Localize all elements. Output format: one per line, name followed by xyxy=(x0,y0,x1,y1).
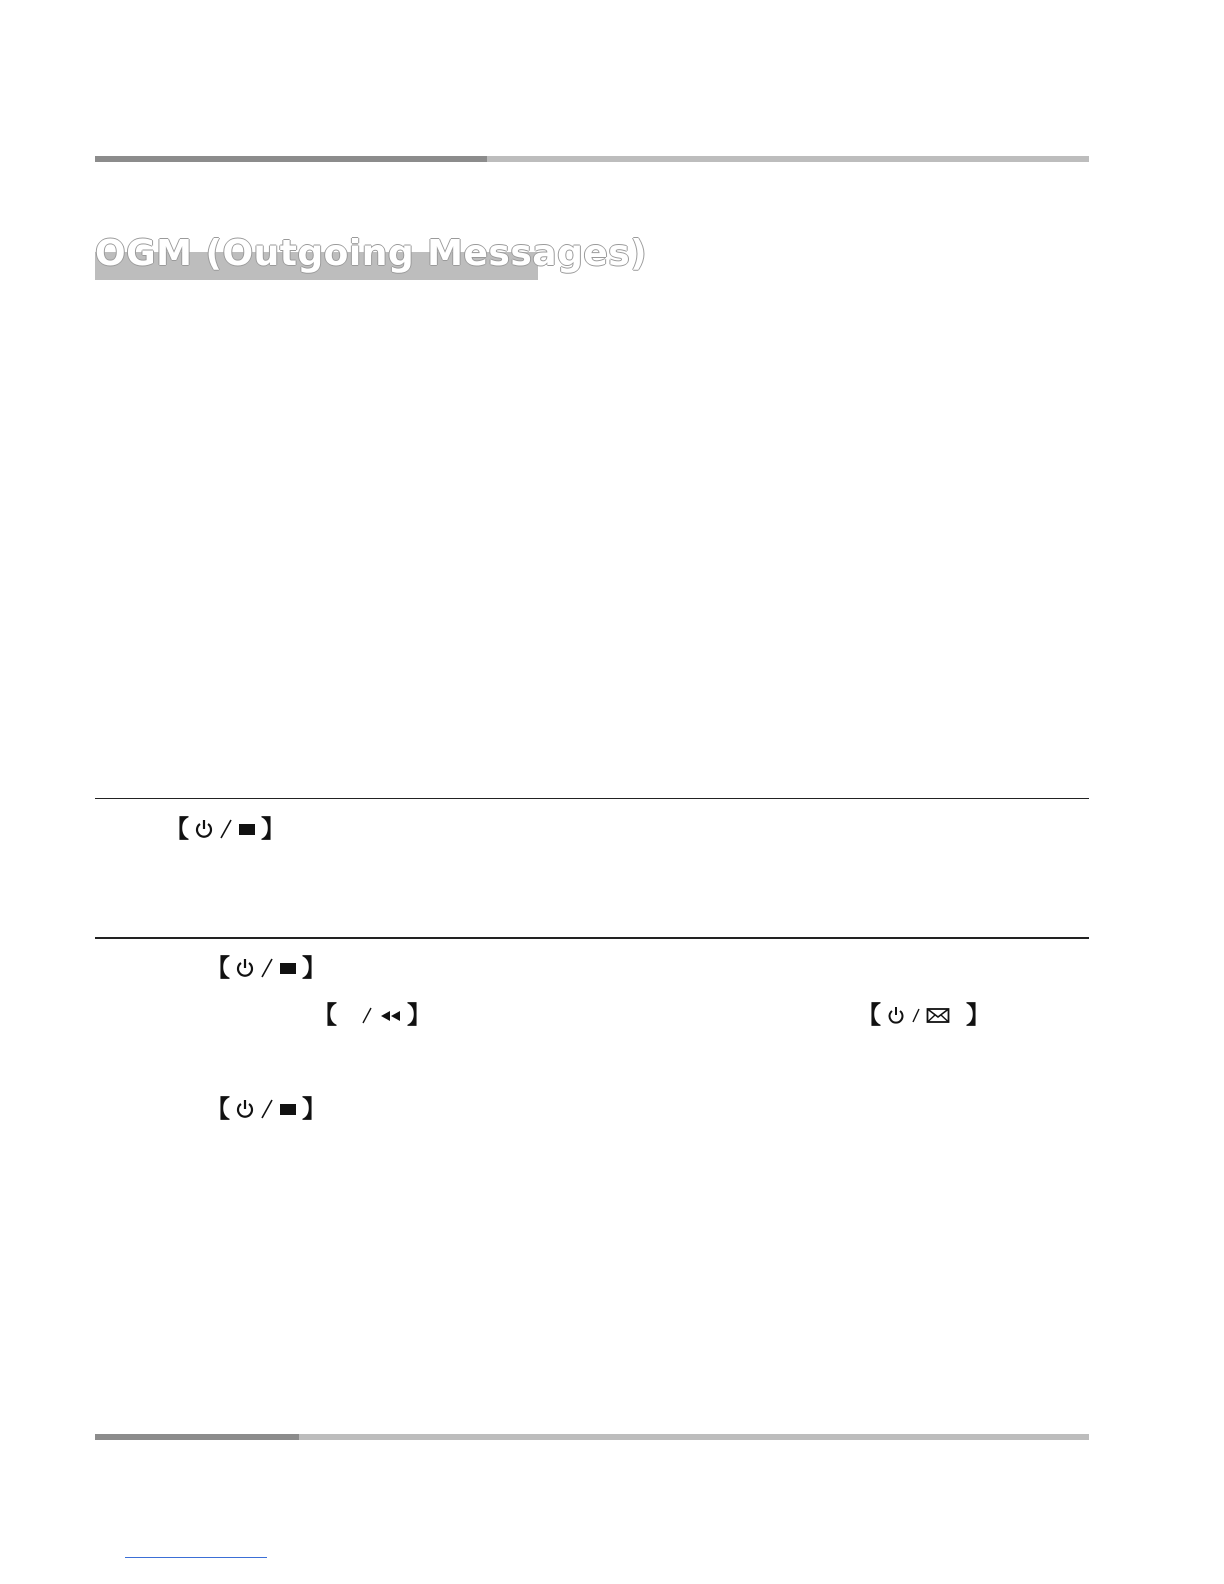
stop-icon xyxy=(279,1098,297,1120)
footer-link[interactable] xyxy=(125,1557,267,1558)
bracket-close: 】 xyxy=(302,1095,326,1123)
section-heading-band xyxy=(95,233,648,280)
slash-icon xyxy=(219,818,233,840)
skip-back-icon xyxy=(378,1004,402,1026)
table-rule-top xyxy=(95,798,1089,799)
section-heading: OGM (Outgoing Messages) xyxy=(95,233,648,274)
slash-icon xyxy=(361,1004,373,1026)
key-power-envelope xyxy=(857,1003,990,1027)
top-rule xyxy=(95,156,1089,162)
top-rule-light-segment xyxy=(487,156,1089,162)
table-rule-middle xyxy=(95,937,1089,939)
key-skip-back xyxy=(313,1003,431,1027)
bracket-open: 【 xyxy=(165,815,189,843)
bracket-open: 【 xyxy=(313,1001,337,1029)
bracket-close: 】 xyxy=(302,954,326,982)
bracket-open: 【 xyxy=(206,954,230,982)
stop-icon xyxy=(279,957,297,979)
slash-icon xyxy=(260,957,274,979)
bottom-rule xyxy=(95,1434,1089,1440)
bottom-rule-dark-segment xyxy=(95,1434,299,1440)
key-power-stop-3 xyxy=(206,1097,326,1121)
slash-icon xyxy=(260,1098,274,1120)
stop-icon xyxy=(238,818,256,840)
power-icon xyxy=(235,1098,255,1120)
slash-icon xyxy=(911,1004,921,1026)
power-icon xyxy=(194,818,214,840)
top-rule-dark-segment xyxy=(95,156,487,162)
key-power-stop-1 xyxy=(165,817,285,841)
key-power-stop-2 xyxy=(206,956,326,980)
bracket-close: 】 xyxy=(966,1001,990,1029)
bracket-close: 】 xyxy=(261,815,285,843)
bracket-open: 【 xyxy=(857,1001,881,1029)
bracket-open: 【 xyxy=(206,1095,230,1123)
power-icon xyxy=(235,957,255,979)
envelope-icon xyxy=(926,1004,950,1026)
bottom-rule-light-segment xyxy=(299,1434,1089,1440)
power-icon xyxy=(886,1004,906,1026)
bracket-close: 】 xyxy=(407,1001,431,1029)
